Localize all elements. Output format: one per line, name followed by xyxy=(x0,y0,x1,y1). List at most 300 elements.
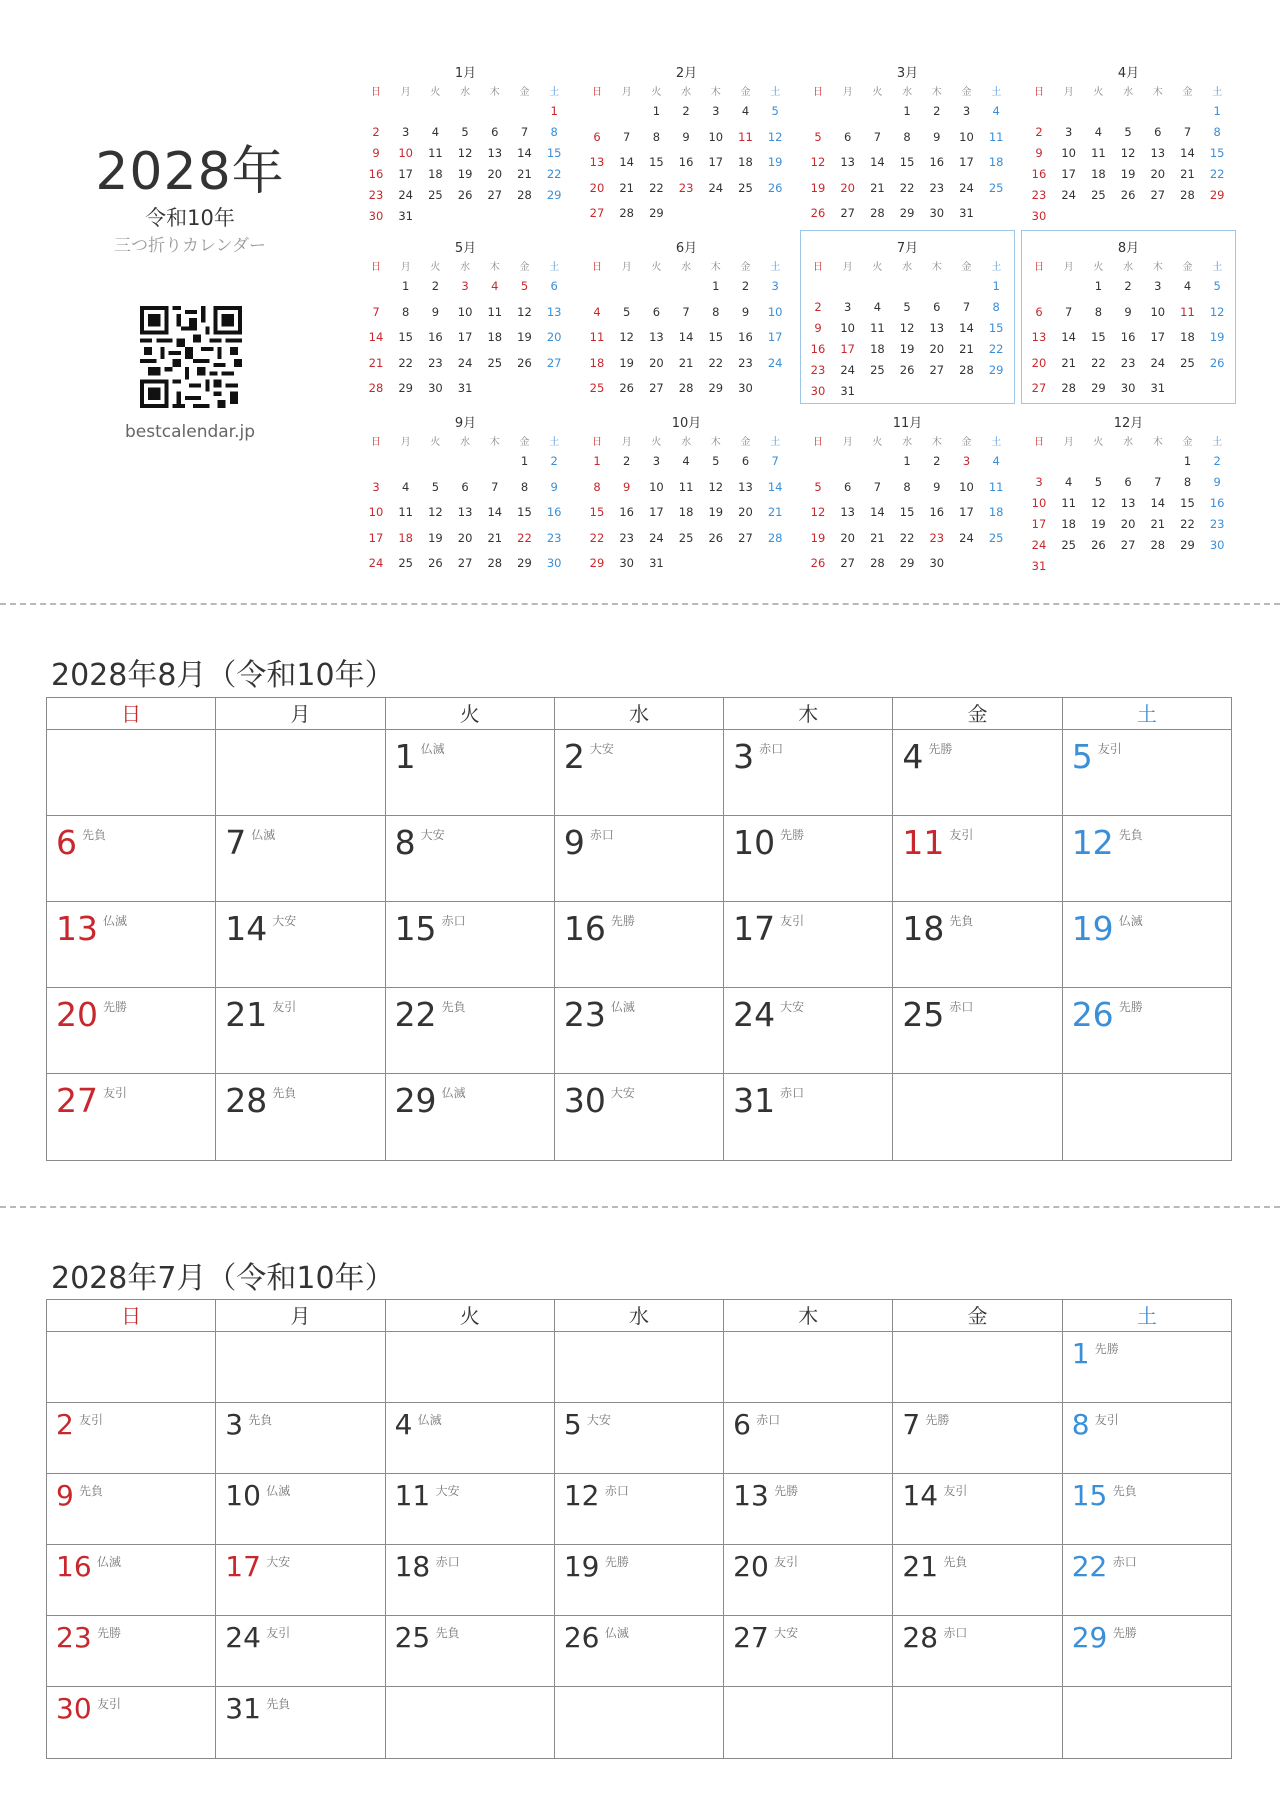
rokuyo-label: 大安 xyxy=(780,1000,805,1014)
mini-day: 26 xyxy=(810,556,826,570)
mini-day: 10 xyxy=(457,304,473,319)
week-row xyxy=(47,1545,1231,1616)
mini-day: 2 xyxy=(431,279,440,293)
mini-weekday: 火 xyxy=(651,87,662,98)
day-cell xyxy=(47,988,216,1073)
mini-day: 3 xyxy=(771,279,779,293)
mini-weekday: 木 xyxy=(489,262,500,273)
rokuyo-label: 先負 xyxy=(79,1484,104,1498)
mini-day: 4 xyxy=(1065,475,1073,489)
day-cell xyxy=(555,1616,724,1686)
mini-day: 27 xyxy=(546,355,562,370)
rokuyo-label: 先負 xyxy=(248,1413,273,1427)
mini-month xyxy=(801,231,1014,403)
mini-day: 22 xyxy=(546,167,562,181)
mini-day: 8 xyxy=(903,479,911,494)
mini-day: 30 xyxy=(1031,209,1047,223)
rokuyo-label: 先勝 xyxy=(1118,1000,1143,1014)
mini-day: 13 xyxy=(1150,146,1166,160)
mini-weekday: 日 xyxy=(371,437,381,448)
day-cell xyxy=(216,1074,385,1160)
mini-day: 1 xyxy=(593,454,601,468)
day-number: 9 xyxy=(563,823,585,862)
mini-day: 8 xyxy=(652,129,661,144)
mini-weekday: 月 xyxy=(400,262,411,273)
mini-day: 28 xyxy=(959,363,974,377)
mini-weekday: 日 xyxy=(813,437,823,448)
day-number: 16 xyxy=(56,1550,92,1583)
day-cell xyxy=(47,1616,216,1686)
mini-day: 17 xyxy=(649,505,664,519)
mini-weekday: 木 xyxy=(1152,87,1163,98)
rokuyo-label: 友引 xyxy=(79,1413,104,1427)
day-cell xyxy=(386,816,555,901)
mini-day: 12 xyxy=(517,304,532,319)
mini-day: 13 xyxy=(1120,496,1136,510)
day-cell xyxy=(555,1474,724,1544)
weekday-label: 水 xyxy=(555,1300,724,1331)
rokuyo-label: 赤口 xyxy=(943,1626,968,1640)
mini-weekday: 水 xyxy=(1123,437,1134,448)
mini-day: 29 xyxy=(546,188,562,202)
day-number: 6 xyxy=(56,823,77,862)
mini-month xyxy=(801,406,1014,578)
mini-weekday: 木 xyxy=(931,262,942,273)
day-cell xyxy=(724,1616,893,1686)
day-number: 23 xyxy=(56,1621,92,1654)
mini-day: 11 xyxy=(1180,304,1195,319)
mini-day: 27 xyxy=(649,381,664,395)
mini-day: 18 xyxy=(1061,517,1076,531)
day-number: 13 xyxy=(733,1479,769,1512)
mini-day: 2 xyxy=(550,454,558,468)
mini-day: 31 xyxy=(1031,559,1047,573)
mini-day: 4 xyxy=(873,300,882,314)
mini-day: 12 xyxy=(767,129,783,144)
day-cell xyxy=(1063,988,1231,1073)
day-cell xyxy=(386,1474,555,1544)
day-cell xyxy=(724,730,893,815)
day-number: 4 xyxy=(902,737,924,776)
rokuyo-label: 仏滅 xyxy=(417,1413,442,1427)
mini-day: 13 xyxy=(487,146,503,160)
mini-day: 8 xyxy=(402,304,410,319)
mini-day: 21 xyxy=(1061,355,1076,370)
mini-day: 1 xyxy=(1213,104,1221,118)
mini-day: 18 xyxy=(678,505,694,519)
day-number: 27 xyxy=(733,1621,769,1654)
mini-weekday: 土 xyxy=(549,87,560,98)
day-number: 3 xyxy=(733,737,755,776)
mini-day: 18 xyxy=(428,167,443,181)
mini-day: 29 xyxy=(899,206,915,220)
rokuyo-label: 友引 xyxy=(774,1555,799,1569)
day-cell xyxy=(1063,1687,1231,1758)
mini-weekday: 日 xyxy=(592,87,602,98)
mini-day: 26 xyxy=(619,381,634,395)
mini-weekday: 水 xyxy=(1123,87,1134,98)
mini-day: 25 xyxy=(428,188,443,202)
mini-day: 1 xyxy=(712,279,720,293)
mini-day: 25 xyxy=(678,530,694,545)
mini-day: 5 xyxy=(520,279,529,293)
subtitle: 三つ折りカレンダー xyxy=(114,236,266,256)
mini-day: 17 xyxy=(959,505,974,519)
mini-day: 11 xyxy=(988,129,1004,144)
week-row xyxy=(47,816,1231,902)
mini-day: 19 xyxy=(767,155,783,169)
mini-day: 15 xyxy=(1091,330,1106,344)
mini-day: 6 xyxy=(1035,304,1043,319)
rokuyo-label: 仏滅 xyxy=(251,828,276,842)
mini-weekday: 日 xyxy=(1034,87,1044,98)
mini-day: 27 xyxy=(929,363,945,377)
rokuyo-label: 仏滅 xyxy=(266,1484,291,1498)
mini-day: 9 xyxy=(372,146,380,160)
mini-month-title: 1月 xyxy=(454,66,477,81)
mini-weekday: 火 xyxy=(651,262,662,273)
mini-day: 16 xyxy=(678,155,694,169)
rokuyo-label: 仏滅 xyxy=(1118,914,1143,928)
mini-weekday: 火 xyxy=(872,262,883,273)
mini-day: 17 xyxy=(457,330,473,344)
day-cell xyxy=(724,1474,893,1544)
day-number: 18 xyxy=(394,1550,431,1583)
mini-day: 5 xyxy=(1094,475,1103,489)
mini-day: 27 xyxy=(1120,538,1136,552)
mini-day: 15 xyxy=(1180,496,1195,510)
day-number: 22 xyxy=(394,995,437,1034)
mini-day: 28 xyxy=(619,206,634,220)
mini-day: 19 xyxy=(1209,330,1225,344)
day-cell xyxy=(216,1403,385,1473)
mini-month xyxy=(1022,231,1235,403)
mini-day: 10 xyxy=(840,321,855,335)
day-number: 24 xyxy=(733,995,776,1034)
mini-month-title: 4月 xyxy=(1117,66,1140,81)
mini-day: 17 xyxy=(1031,517,1047,531)
mini-day: 9 xyxy=(623,479,631,494)
mini-day: 10 xyxy=(959,129,974,144)
mini-day: 3 xyxy=(461,279,469,293)
day-cell xyxy=(893,1074,1062,1160)
mini-day: 27 xyxy=(1031,381,1047,395)
mini-day: 14 xyxy=(517,146,532,160)
mini-day: 14 xyxy=(487,505,503,519)
mini-day: 1 xyxy=(1183,454,1192,468)
mini-day: 16 xyxy=(428,330,443,344)
mini-weekday: 月 xyxy=(842,87,853,98)
weekday-label: 木 xyxy=(724,698,893,729)
mini-day: 5 xyxy=(1124,125,1132,139)
mini-weekday: 土 xyxy=(991,87,1002,98)
mini-day: 14 xyxy=(870,155,885,169)
day-cell xyxy=(893,988,1062,1073)
mini-day: 28 xyxy=(678,381,694,395)
mini-day: 14 xyxy=(767,479,783,494)
rokuyo-label: 赤口 xyxy=(1112,1555,1137,1569)
mini-month-title: 11月 xyxy=(892,416,923,431)
mini-day: 11 xyxy=(1061,496,1076,510)
mini-day: 28 xyxy=(368,381,384,395)
day-cell xyxy=(216,1687,385,1758)
mini-day: 15 xyxy=(398,330,413,344)
rokuyo-label: 友引 xyxy=(949,828,974,842)
mini-day: 6 xyxy=(741,454,750,468)
mini-day: 22 xyxy=(988,342,1004,356)
mini-day: 15 xyxy=(546,146,562,160)
day-cell xyxy=(216,988,385,1073)
day-cell xyxy=(893,1403,1062,1473)
day-number: 11 xyxy=(394,1479,431,1512)
mini-day: 3 xyxy=(372,479,380,494)
day-cell xyxy=(893,1687,1062,1758)
mini-weekday: 月 xyxy=(1063,87,1074,98)
mini-weekday: 水 xyxy=(460,262,471,273)
rokuyo-label: 先勝 xyxy=(774,1484,799,1498)
day-cell xyxy=(724,1687,893,1758)
day-number: 12 xyxy=(563,1479,600,1512)
mini-day: 2 xyxy=(372,125,380,139)
day-cell xyxy=(216,1474,385,1544)
day-number: 18 xyxy=(902,909,945,948)
rokuyo-label: 赤口 xyxy=(441,914,466,928)
mini-weekday: 日 xyxy=(813,87,823,98)
rokuyo-label: 友引 xyxy=(943,1484,968,1498)
day-number: 31 xyxy=(225,1692,261,1725)
mini-weekday: 日 xyxy=(371,87,381,98)
mini-day: 9 xyxy=(1035,146,1043,160)
mini-day: 8 xyxy=(1094,304,1103,319)
mini-day: 26 xyxy=(899,363,915,377)
mini-weekday: 水 xyxy=(902,437,913,448)
mini-day: 23 xyxy=(929,530,945,545)
mini-day: 23 xyxy=(546,530,562,545)
day-cell xyxy=(893,1616,1062,1686)
day-number: 19 xyxy=(563,1550,600,1583)
mini-day: 18 xyxy=(988,505,1004,519)
mini-day: 16 xyxy=(1031,167,1047,181)
fold-line xyxy=(0,1206,1280,1208)
mini-day: 30 xyxy=(810,384,826,398)
mini-day: 12 xyxy=(619,330,634,344)
weekday-label: 日 xyxy=(47,1300,216,1331)
mini-day: 18 xyxy=(1180,330,1195,344)
mini-day: 14 xyxy=(1180,146,1195,160)
mini-day: 10 xyxy=(649,479,664,494)
mini-day: 13 xyxy=(738,479,753,494)
mini-day: 5 xyxy=(814,479,822,494)
day-cell xyxy=(555,1074,724,1160)
mini-day: 14 xyxy=(619,155,634,169)
rokuyo-label: 先負 xyxy=(441,1000,466,1014)
day-number: 21 xyxy=(902,1550,939,1583)
mini-day: 20 xyxy=(457,530,473,545)
mini-day: 23 xyxy=(1209,517,1225,531)
mini-day: 30 xyxy=(619,556,634,570)
mini-day: 24 xyxy=(959,180,974,195)
mini-weekday: 土 xyxy=(770,87,781,98)
day-cell xyxy=(1063,1332,1231,1402)
mini-day: 28 xyxy=(517,188,532,202)
mini-day: 1 xyxy=(652,104,661,118)
mini-day: 1 xyxy=(550,104,558,118)
mini-weekday: 月 xyxy=(621,87,632,98)
week-row xyxy=(47,1687,1231,1758)
year-title: 2028年 xyxy=(95,142,285,202)
mini-day: 13 xyxy=(840,155,855,169)
day-number: 27 xyxy=(56,1081,98,1120)
mini-day: 13 xyxy=(929,321,945,335)
day-number: 17 xyxy=(225,1550,261,1583)
rokuyo-label: 赤口 xyxy=(604,1484,629,1498)
day-cell xyxy=(893,816,1062,901)
mini-day: 5 xyxy=(903,300,911,314)
mini-day: 30 xyxy=(929,556,945,570)
rokuyo-label: 友引 xyxy=(266,1626,291,1640)
mini-day: 2 xyxy=(1213,454,1221,468)
mini-day: 11 xyxy=(988,479,1004,494)
mini-day: 26 xyxy=(1209,355,1225,370)
mini-day: 15 xyxy=(649,155,664,169)
mini-day: 17 xyxy=(1061,167,1076,181)
mini-weekday: 木 xyxy=(1152,262,1163,273)
mini-day: 9 xyxy=(741,304,750,319)
weekday-label: 月 xyxy=(216,1300,385,1331)
day-cell xyxy=(724,1074,893,1160)
day-number: 15 xyxy=(394,909,437,948)
mini-day: 17 xyxy=(398,167,413,181)
rokuyo-label: 先勝 xyxy=(1094,1342,1119,1356)
mini-day: 27 xyxy=(738,530,753,545)
mini-day: 10 xyxy=(708,129,724,144)
site-url: bestcalendar.jp xyxy=(124,422,256,442)
mini-day: 12 xyxy=(1120,146,1136,160)
mini-day: 26 xyxy=(517,355,532,370)
mini-weekday: 火 xyxy=(872,87,883,98)
rokuyo-label: 仏滅 xyxy=(441,1086,466,1100)
mini-weekday: 火 xyxy=(651,437,662,448)
mini-day: 29 xyxy=(649,206,664,220)
mini-day: 20 xyxy=(1120,517,1136,531)
mini-day: 19 xyxy=(899,342,915,356)
mini-day: 4 xyxy=(992,104,1000,118)
mini-weekday: 金 xyxy=(740,437,751,448)
day-cell xyxy=(1063,902,1231,987)
mini-day: 20 xyxy=(546,330,562,344)
mini-day: 9 xyxy=(1124,304,1132,319)
day-cell xyxy=(47,730,216,815)
mini-weekday: 土 xyxy=(1212,437,1223,448)
mini-day: 2 xyxy=(814,300,822,314)
mini-day: 11 xyxy=(738,129,753,144)
mini-day: 26 xyxy=(457,188,473,202)
rokuyo-label: 先勝 xyxy=(604,1555,629,1569)
rokuyo-label: 大安 xyxy=(774,1626,799,1640)
mini-day: 25 xyxy=(988,180,1004,195)
mini-day: 28 xyxy=(870,556,885,570)
day-number: 25 xyxy=(394,1621,431,1654)
mini-weekday: 水 xyxy=(681,262,692,273)
rokuyo-label: 先勝 xyxy=(97,1626,122,1640)
day-cell xyxy=(216,816,385,901)
mini-month-title: 2月 xyxy=(675,66,698,81)
mini-day: 9 xyxy=(933,129,941,144)
day-cell xyxy=(724,1403,893,1473)
mini-day: 17 xyxy=(1150,330,1166,344)
mini-day: 7 xyxy=(873,479,882,494)
mini-day: 23 xyxy=(678,180,694,195)
mini-day: 16 xyxy=(738,330,753,344)
mini-weekday: 木 xyxy=(931,437,942,448)
day-number: 12 xyxy=(1071,823,1114,862)
mini-day: 8 xyxy=(1213,125,1221,139)
mini-day: 7 xyxy=(491,479,499,494)
day-number: 11 xyxy=(902,823,945,862)
rokuyo-label: 友引 xyxy=(272,1000,297,1014)
rokuyo-label: 友引 xyxy=(103,1086,128,1100)
day-number: 8 xyxy=(394,823,416,862)
day-cell xyxy=(1063,1074,1231,1160)
mini-day: 20 xyxy=(840,180,855,195)
mini-day: 31 xyxy=(1150,381,1166,395)
mini-month xyxy=(1022,56,1235,228)
mini-weekday: 水 xyxy=(681,87,692,98)
mini-weekday: 金 xyxy=(740,262,751,273)
mini-day: 11 xyxy=(1091,146,1106,160)
mini-day: 4 xyxy=(491,279,499,293)
mini-month xyxy=(580,231,793,403)
mini-month-title: 6月 xyxy=(675,241,698,256)
mini-day: 21 xyxy=(1180,167,1195,181)
mini-month xyxy=(580,406,793,578)
mini-day: 7 xyxy=(520,125,529,139)
mini-day: 24 xyxy=(457,355,473,370)
mini-day: 8 xyxy=(712,304,720,319)
week-row xyxy=(47,1332,1231,1403)
mini-day: 22 xyxy=(708,355,724,370)
mini-day: 20 xyxy=(840,530,855,545)
mini-day: 28 xyxy=(870,206,885,220)
mini-day: 13 xyxy=(840,505,855,519)
mini-day: 10 xyxy=(767,304,783,319)
mini-day: 3 xyxy=(962,454,971,468)
mini-day: 31 xyxy=(398,209,413,223)
mini-day: 2 xyxy=(741,279,750,293)
mini-day: 23 xyxy=(428,355,443,370)
mini-day: 31 xyxy=(649,556,664,570)
mini-day: 21 xyxy=(959,342,974,356)
rokuyo-label: 先負 xyxy=(272,1086,297,1100)
mini-day: 30 xyxy=(368,209,384,223)
mini-day: 11 xyxy=(870,321,885,335)
rokuyo-label: 大安 xyxy=(435,1484,460,1498)
mini-day: 24 xyxy=(840,363,855,377)
mini-day: 24 xyxy=(649,530,664,545)
week-row xyxy=(47,1474,1231,1545)
rokuyo-label: 先負 xyxy=(82,828,107,842)
mini-day: 23 xyxy=(368,188,384,202)
mini-day: 5 xyxy=(461,125,469,139)
day-cell xyxy=(386,1616,555,1686)
day-cell xyxy=(555,816,724,901)
weekday-label: 金 xyxy=(893,698,1062,729)
mini-day: 25 xyxy=(1091,188,1106,202)
day-cell xyxy=(47,816,216,901)
mini-month-title: 7月 xyxy=(896,241,919,256)
mini-weekday: 月 xyxy=(621,437,632,448)
rokuyo-label: 先勝 xyxy=(928,742,953,756)
